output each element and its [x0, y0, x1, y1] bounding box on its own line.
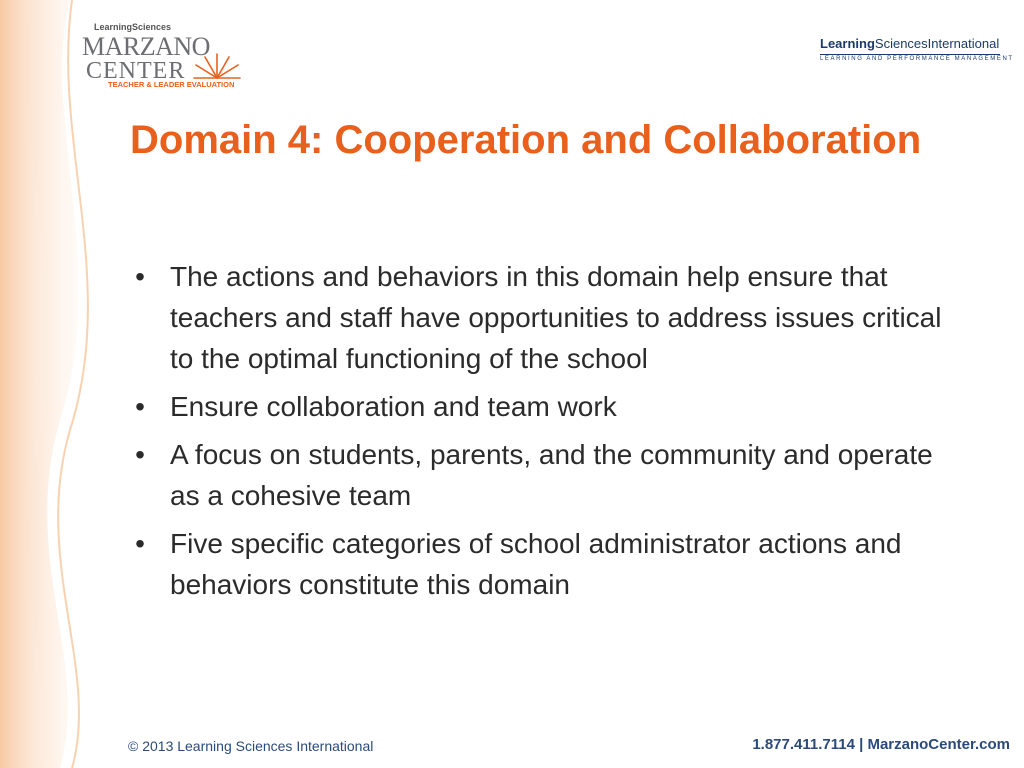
decorative-swoosh — [0, 0, 150, 768]
footer-contact: 1.877.411.7114 | MarzanoCenter.com — [752, 736, 1010, 753]
bullet-text: Ensure collaboration and team work — [170, 391, 617, 422]
bullet-item — [130, 256, 970, 379]
logo-marzano: MARZANO — [82, 32, 210, 61]
bullet-list — [130, 256, 970, 612]
footer-copyright: © 2013 Learning Sciences International — [128, 738, 374, 754]
slide-title: Domain 4: Cooperation and Collaboration — [130, 118, 922, 162]
bullet-marker: • — [135, 439, 145, 470]
lsi-logo-name — [820, 36, 1000, 51]
logo-subtitle: TEACHER & LEADER EVALUATION — [108, 80, 235, 89]
logo-top-text: LearningSciences — [94, 22, 172, 32]
lsi-logo — [820, 36, 1014, 66]
bullet-item — [130, 523, 970, 605]
marzano-center-logo — [80, 20, 250, 90]
bullet-text: The actions and behaviors in this domain help ensure that teachers and staff have opportunities to address issues critical to the optimal functioning of the school — [170, 261, 942, 374]
lsi-logo-learning: Learning — [820, 36, 875, 51]
bullet-item — [130, 386, 970, 427]
bullet-marker: • — [135, 528, 145, 559]
bullet-marker: • — [135, 261, 145, 292]
bullet-item — [130, 434, 970, 516]
bullet-text: A focus on students, parents, and the community and operate as a cohesive team — [170, 439, 933, 511]
lsi-logo-tagline: LEARNING AND PERFORMANCE MANAGEMENT — [820, 56, 1014, 62]
logo-center: CENTER — [86, 58, 186, 84]
bullet-marker: • — [135, 391, 145, 422]
bullet-text: Five specific categories of school administrator actions and behaviors constitute this domain — [170, 528, 902, 600]
sunburst-icon — [192, 50, 242, 80]
lsi-logo-sciences: SciencesInternational — [874, 36, 1000, 51]
